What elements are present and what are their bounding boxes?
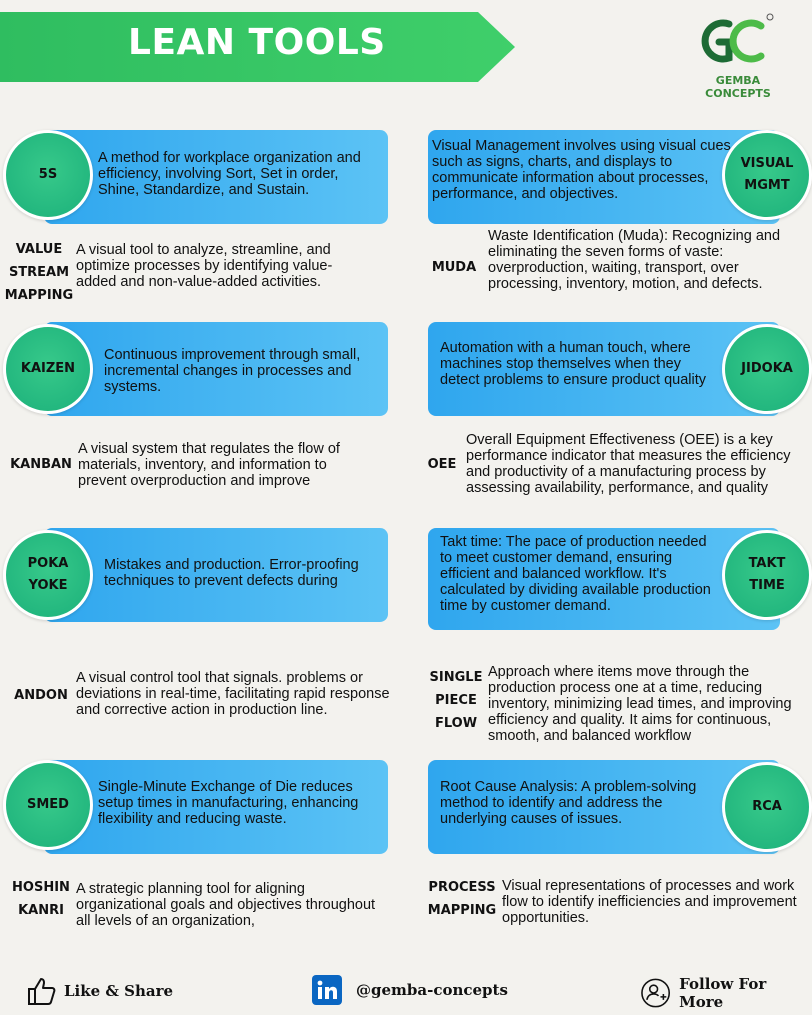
term-description: A visual system that regulates the flow of materials, inventory, and information to prevent overproduction and improve xyxy=(78,441,340,489)
linkedin-link[interactable] xyxy=(312,975,508,1005)
add-user-icon xyxy=(640,977,671,1009)
pill-description: Single-Minute Exchange of Die reduces setup times in manufacturing, enhancing flexibility and reducing waste. xyxy=(98,779,359,827)
term-description: A visual tool to analyze, streamline, and optimize processes by identifying value-added and non-value-added activities. xyxy=(76,242,333,290)
linkedin-handle: @gemba-concepts xyxy=(356,981,508,999)
term-description: Approach where items move through the production process one at a time, reducing inventory, minimizing lead times, and improving efficiency and quality. It aims for continuous, smooth, and balanced workflow xyxy=(488,664,792,744)
pill-description: Continuous improvement through small, incremental changes in processes and systems. xyxy=(104,347,361,395)
term-label: ANDON xyxy=(14,688,68,703)
gc-logo-icon xyxy=(695,12,775,72)
term-description: Waste Identification (Muda): Recognizing and eliminating the seven forms of vaste: overproduction, waiting, transport, over processing, inventory, motion, and defects. xyxy=(488,228,781,292)
term-label: OEE xyxy=(427,457,457,472)
linkedin-icon xyxy=(312,975,342,1005)
brand-logo xyxy=(683,12,793,100)
term-circle: VISUAL MGMT xyxy=(722,130,812,220)
pill-description: Automation with a human touch, where machines stop themselves when they detect problems to ensure product quality xyxy=(440,340,706,388)
pill-description: Root Cause Analysis: A problem-solving method to identify and address the underlying causes of issues. xyxy=(440,779,697,827)
term-circle: KAIZEN xyxy=(3,324,93,414)
term-description: A strategic planning tool for aligning organizational goals and objectives throughout all levels of an organization, xyxy=(76,881,376,929)
term-label: MUDA xyxy=(431,260,477,275)
term-circle: POKA YOKE xyxy=(3,530,93,620)
term-circle: 5S xyxy=(3,130,93,220)
term-label: SINGLE PIECE FLOW xyxy=(429,670,483,731)
term-circle: TAKT TIME xyxy=(722,530,812,620)
term-description: Visual representations of processes and work flow to identify inefficiencies and improvement opportunities. xyxy=(502,878,797,926)
term-description: A visual control tool that signals. problems or deviations in real-time, facilitating rapid response and corrective action in production line. xyxy=(76,670,390,718)
term-label: HOSHIN KANRI xyxy=(12,880,70,918)
term-description: Overall Equipment Effectiveness (OEE) is a key performance indicator that measures the efficiency and productivity of a manufacturing process by assessing availability, performance, and quality xyxy=(466,432,791,496)
term-circle: JIDOKA xyxy=(722,324,812,414)
follow-button[interactable] xyxy=(640,975,812,1011)
pill-description: Mistakes and production. Error-proofing techniques to prevent defects during xyxy=(104,557,359,589)
term-circle: SMED xyxy=(3,760,93,850)
brand-name: GEMBA CONCEPTS xyxy=(705,74,771,100)
follow-label: Follow For More xyxy=(679,975,767,1011)
pill-description: Takt time: The pace of production needed to meet customer demand, ensuring efficient and balanced workflow. It's calculated by dividing available production time by customer demand. xyxy=(440,534,711,614)
thumbs-up-icon xyxy=(26,975,58,1007)
page-title: LEAN TOOLS xyxy=(128,22,386,63)
pill-description: A method for workplace organization and efficiency, involving Sort, Set in order, Shine, Standardize, and Sustain. xyxy=(98,150,361,198)
term-label: VALUE STREAM MAPPING xyxy=(4,242,74,303)
like-share-label: Like & Share xyxy=(64,982,174,1000)
footer xyxy=(0,965,812,1015)
term-label: KANBAN xyxy=(10,457,72,472)
term-circle: RCA xyxy=(722,762,812,852)
like-share-button[interactable] xyxy=(26,975,173,1007)
pill-description: Visual Management involves using visual cues such as signs, charts, and displays to communicate information about processes, performance, and objectives. xyxy=(432,138,731,202)
term-label: PROCESS MAPPING xyxy=(427,880,497,918)
